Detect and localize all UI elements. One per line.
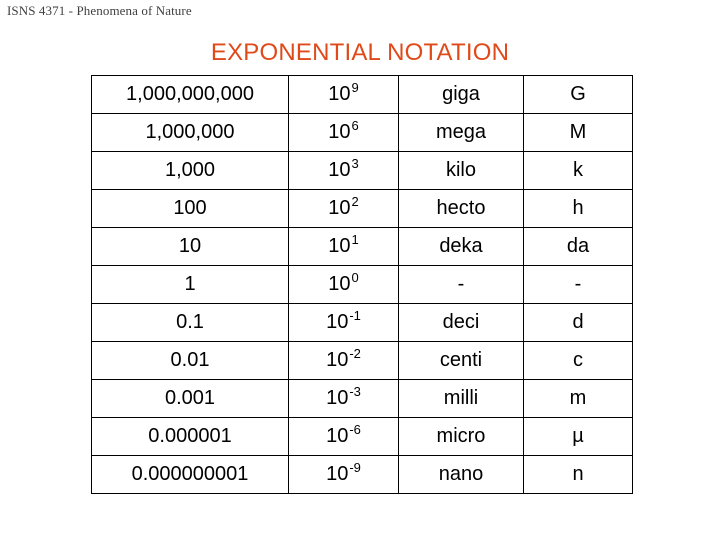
symbol-cell: da: [524, 228, 633, 266]
power-base: 10: [328, 121, 351, 143]
slide-title: EXPONENTIAL NOTATION: [210, 39, 510, 66]
decimal-value-cell: 1,000: [92, 152, 289, 190]
decimal-value-cell: 0.000000001: [92, 456, 289, 494]
prefix-cell: micro: [399, 418, 524, 456]
slide-header: ISNS 4371 - Phenomena of Nature: [7, 3, 192, 18]
power-exponent: -1: [349, 308, 361, 324]
table-row: [92, 266, 633, 304]
table-row: [92, 76, 633, 114]
table-row: [92, 190, 633, 228]
decimal-value-cell: 0.001: [92, 380, 289, 418]
prefix-cell: mega: [399, 114, 524, 152]
power-exponent: 3: [351, 156, 359, 172]
symbol-cell: k: [524, 152, 633, 190]
power-exponent: 2: [351, 194, 359, 210]
exponential-notation-table: [91, 75, 633, 494]
prefix-cell: nano: [399, 456, 524, 494]
table-row: [92, 456, 633, 494]
prefix-cell: kilo: [399, 152, 524, 190]
prefix-cell: giga: [399, 76, 524, 114]
symbol-cell: n: [524, 456, 633, 494]
power-exponent: -3: [349, 384, 361, 400]
decimal-value-cell: 1: [92, 266, 289, 304]
table-row: [92, 152, 633, 190]
power-of-ten-cell: [289, 380, 399, 418]
power-base: 10: [328, 235, 351, 257]
power-base: 10: [326, 349, 349, 371]
power-exponent: -2: [349, 346, 361, 362]
symbol-cell: -: [524, 266, 633, 304]
table-row: [92, 418, 633, 456]
power-base: 10: [328, 83, 351, 105]
power-of-ten-cell: [289, 266, 399, 304]
symbol-cell: M: [524, 114, 633, 152]
power-base: 10: [326, 311, 349, 333]
power-of-ten-cell: [289, 304, 399, 342]
prefix-cell: milli: [399, 380, 524, 418]
power-base: 10: [328, 197, 351, 219]
table-row: [92, 228, 633, 266]
symbol-cell: c: [524, 342, 633, 380]
power-of-ten-cell: [289, 152, 399, 190]
power-base: 10: [328, 273, 351, 295]
symbol-cell: h: [524, 190, 633, 228]
prefix-cell: -: [399, 266, 524, 304]
decimal-value-cell: 0.000001: [92, 418, 289, 456]
prefix-cell: hecto: [399, 190, 524, 228]
power-of-ten-cell: [289, 342, 399, 380]
power-of-ten-cell: [289, 190, 399, 228]
power-of-ten-cell: [289, 228, 399, 266]
power-exponent: 9: [351, 80, 359, 96]
decimal-value-cell: 100: [92, 190, 289, 228]
power-of-ten-cell: [289, 76, 399, 114]
power-exponent: -6: [349, 422, 361, 438]
decimal-value-cell: 1,000,000,000: [92, 76, 289, 114]
table-body: [92, 76, 633, 494]
power-base: 10: [326, 387, 349, 409]
symbol-cell: µ: [524, 418, 633, 456]
power-base: 10: [328, 159, 351, 181]
power-exponent: 1: [351, 232, 359, 248]
decimal-value-cell: 1,000,000: [92, 114, 289, 152]
symbol-cell: m: [524, 380, 633, 418]
table-row: [92, 380, 633, 418]
power-base: 10: [326, 425, 349, 447]
power-of-ten-cell: [289, 114, 399, 152]
prefix-cell: deci: [399, 304, 524, 342]
power-of-ten-cell: [289, 418, 399, 456]
power-exponent: -9: [349, 460, 361, 476]
power-of-ten-cell: [289, 456, 399, 494]
decimal-value-cell: 0.01: [92, 342, 289, 380]
prefix-cell: centi: [399, 342, 524, 380]
decimal-value-cell: 10: [92, 228, 289, 266]
power-exponent: 6: [351, 118, 359, 134]
symbol-cell: d: [524, 304, 633, 342]
table-row: [92, 304, 633, 342]
prefix-cell: deka: [399, 228, 524, 266]
table-row: [92, 114, 633, 152]
power-exponent: 0: [351, 270, 359, 286]
decimal-value-cell: 0.1: [92, 304, 289, 342]
symbol-cell: G: [524, 76, 633, 114]
power-base: 10: [326, 463, 349, 485]
table-row: [92, 342, 633, 380]
